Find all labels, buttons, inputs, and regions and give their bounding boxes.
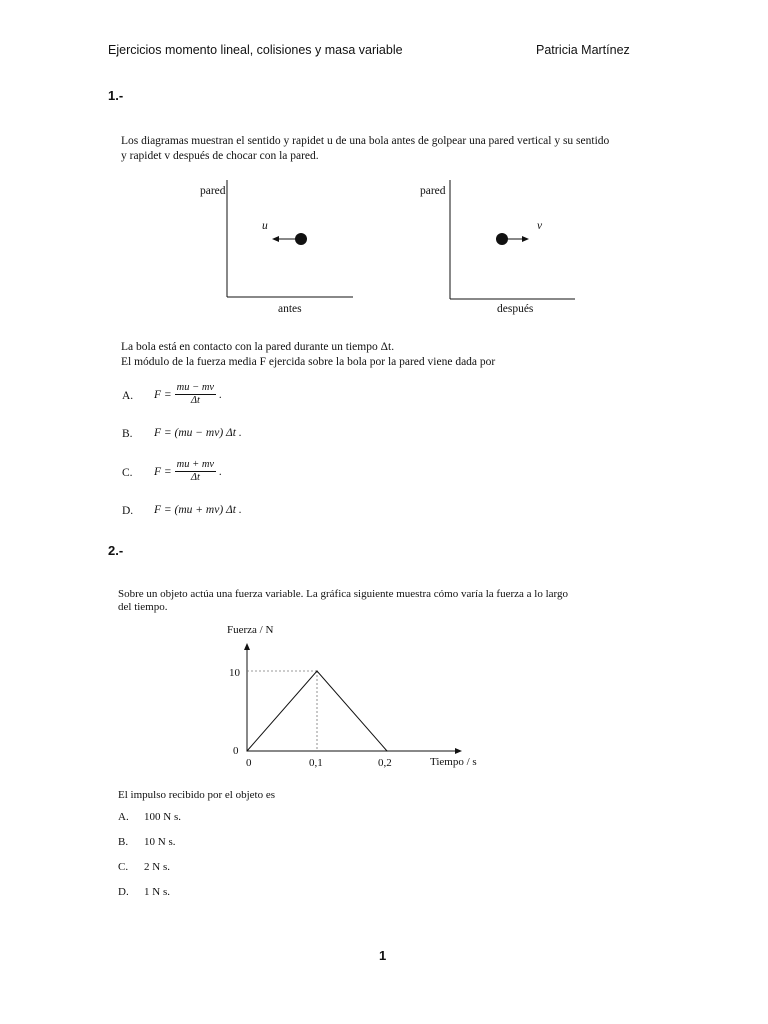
document-author: Patricia Martínez bbox=[536, 43, 630, 57]
q1-option-a-formula bbox=[154, 382, 222, 407]
q2-option-b-text: 10 N s. bbox=[144, 836, 176, 848]
wall-label-before: pared bbox=[200, 185, 226, 197]
q1-option-d-letter: D. bbox=[122, 505, 134, 517]
formula-lhs: F = bbox=[154, 388, 172, 401]
velocity-label-u: u bbox=[262, 220, 268, 232]
q2-option-c-text: 2 N s. bbox=[144, 861, 170, 873]
velocity-arrow-head bbox=[272, 236, 279, 242]
data-point bbox=[386, 750, 387, 751]
floor-label-before: antes bbox=[278, 303, 302, 315]
y-tick-label-0: 0 bbox=[233, 745, 239, 757]
q2-option-c-letter: C. bbox=[118, 861, 129, 873]
formula-tail: . bbox=[219, 388, 222, 401]
formula-fraction bbox=[175, 382, 216, 407]
fraction-numerator: mu + mv bbox=[176, 459, 215, 470]
q1-text-line-3: La bola está en contacto con la pared durante un tiempo Δt. bbox=[121, 341, 395, 353]
velocity-arrow-head bbox=[522, 236, 529, 242]
q1-option-c-letter: C. bbox=[122, 467, 133, 479]
x-axis-arrow bbox=[455, 748, 462, 754]
data-point bbox=[246, 750, 247, 751]
q1-text-line-1: Los diagramas muestran el sentido y rapidet u de una bola antes de golpear una pared vertical y su sentido bbox=[121, 135, 610, 147]
q2-option-d-letter: D. bbox=[118, 886, 129, 898]
document-title: Ejercicios momento lineal, colisiones y masa variable bbox=[108, 43, 403, 57]
question-2-number: 2.- bbox=[108, 543, 124, 558]
velocity-label-v: v bbox=[537, 220, 543, 232]
q1-option-d-formula: F = (mu + mv) Δt . bbox=[154, 504, 242, 516]
q1-option-a-letter: A. bbox=[122, 390, 134, 402]
y-tick-label-10: 10 bbox=[229, 667, 240, 679]
q1-text-line-4: El módulo de la fuerza media F ejercida sobre la bola por la pared viene dada por bbox=[121, 356, 496, 368]
chart-xlabel: Tiempo / s bbox=[430, 756, 477, 768]
q2-text-line-2: del tiempo. bbox=[118, 601, 168, 613]
floor-label-after: después bbox=[497, 303, 534, 315]
ball-icon bbox=[295, 233, 307, 245]
fraction-denominator: Δt bbox=[190, 395, 200, 406]
chart-ylabel: Fuerza / N bbox=[227, 624, 274, 636]
formula-lhs: F = bbox=[154, 465, 172, 478]
q2-question: El impulso recibido por el objeto es bbox=[118, 789, 276, 801]
data-point bbox=[316, 670, 317, 671]
ball-icon bbox=[496, 233, 508, 245]
q2-text-line-1: Sobre un objeto actúa una fuerza variable. La gráfica siguiente muestra cómo varía la fuerza a lo largo bbox=[118, 588, 568, 600]
y-axis-arrow bbox=[244, 643, 250, 650]
q2-option-a-text: 100 N s. bbox=[144, 811, 181, 823]
page-number: 1 bbox=[379, 948, 387, 963]
q2-option-b-letter: B. bbox=[118, 836, 129, 848]
q1-option-b-letter: B. bbox=[122, 428, 133, 440]
q2-option-d-text: 1 N s. bbox=[144, 886, 170, 898]
fraction-denominator: Δt bbox=[190, 472, 200, 483]
q1-option-b-formula: F = (mu − mv) Δt . bbox=[154, 427, 242, 439]
question-1-number: 1.- bbox=[108, 88, 124, 103]
force-series-line bbox=[247, 671, 387, 751]
q1-option-c-formula bbox=[154, 459, 222, 484]
formula-fraction bbox=[175, 459, 216, 484]
x-tick-label-0: 0 bbox=[246, 757, 252, 769]
q2-option-a-letter: A. bbox=[118, 811, 129, 823]
x-tick-label-0-2: 0,2 bbox=[378, 757, 392, 769]
q1-text-line-2: y rapidet v después de chocar con la pared. bbox=[121, 150, 319, 162]
wall-label-after: pared bbox=[420, 185, 446, 197]
formula-tail: . bbox=[219, 465, 222, 478]
fraction-numerator: mu − mv bbox=[176, 382, 215, 393]
x-tick-label-0-1: 0,1 bbox=[309, 757, 323, 769]
